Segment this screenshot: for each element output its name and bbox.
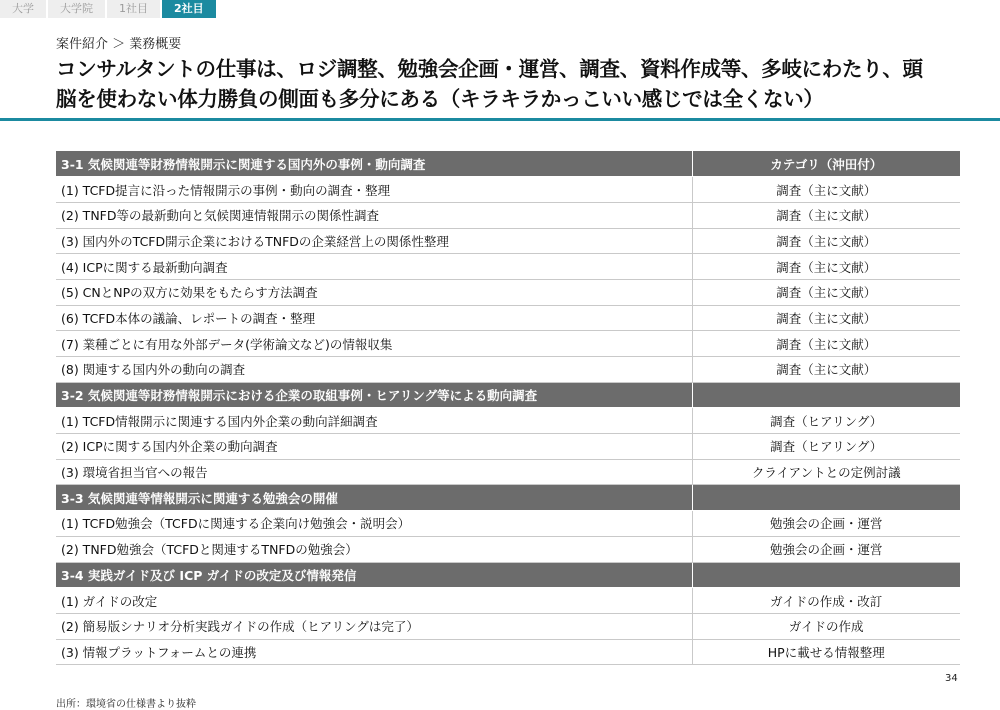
task-cell: (7) 業種ごとに有用な外部データ(学術論文など)の情報収集 [56, 331, 692, 357]
table-row [56, 228, 960, 254]
category-cell: ガイドの作成 [692, 613, 960, 639]
task-cell: (8) 関連する国内外の動向の調査 [56, 357, 692, 383]
section-header-row [56, 485, 960, 511]
page-number: 34 [945, 673, 958, 684]
table-row [56, 177, 960, 203]
table-row [56, 202, 960, 228]
breadcrumb: 案件紹介 ＞ 業務概要 [56, 37, 182, 52]
task-cell: (3) 環境省担当官への報告 [56, 459, 692, 485]
tab-university[interactable]: 大学 [0, 0, 46, 18]
category-header [692, 485, 960, 511]
task-cell: (1) TCFD情報開示に関連する国内外企業の動向詳細調査 [56, 408, 692, 434]
page-title-line-1: コンサルタントの仕事は、ロジ調整、勉強会企画・運営、調査、資料作成等、多岐にわたり、頭 [56, 57, 923, 81]
section-header-row [56, 382, 960, 408]
table-row [56, 331, 960, 357]
table-row [56, 279, 960, 305]
category-cell: ガイドの作成・改訂 [692, 588, 960, 614]
task-cell: (6) TCFD本体の議論、レポートの調査・整理 [56, 305, 692, 331]
task-cell: (3) 情報プラットフォームとの連携 [56, 639, 692, 665]
category-cell: 調査（ヒアリング） [692, 408, 960, 434]
section-title: 3-1 気候関連等財務情報開示に関連する国内外の事例・動向調査 [56, 151, 692, 177]
table-row [56, 254, 960, 280]
section-header-row [56, 562, 960, 588]
task-cell: (5) CNとNPの双方に効果をもたらす方法調査 [56, 279, 692, 305]
table-row [56, 511, 960, 537]
table-row [56, 639, 960, 665]
table-row [56, 434, 960, 460]
category-cell: 調査（主に文献） [692, 202, 960, 228]
category-cell: 調査（主に文献） [692, 228, 960, 254]
task-cell: (2) TNFD等の最新動向と気候関連情報開示の関係性調査 [56, 202, 692, 228]
category-header: カテゴリ（沖田付） [692, 151, 960, 177]
category-cell: 調査（ヒアリング） [692, 434, 960, 460]
title-divider [0, 118, 1000, 121]
category-cell: クライアントとの定例討議 [692, 459, 960, 485]
section-title: 3-2 気候関連等財務情報開示における企業の取組事例・ヒアリング等による動向調査 [56, 382, 692, 408]
table-row [56, 613, 960, 639]
category-cell: 調査（主に文献） [692, 254, 960, 280]
task-cell: (4) ICPに関する最新動向調査 [56, 254, 692, 280]
page-title-line-2: 脳を使わない体力勝負の側面も多分にある（キラキラかっこいい感じでは全くない） [56, 87, 824, 111]
section-tabs [0, 0, 218, 18]
page-title [56, 54, 976, 114]
section-header-row [56, 151, 960, 177]
category-cell: 調査（主に文献） [692, 357, 960, 383]
tab-second-company[interactable]: 2社目 [162, 0, 216, 18]
table-row [56, 408, 960, 434]
table-row [56, 459, 960, 485]
section-title: 3-3 気候関連等情報開示に関連する勉強会の開催 [56, 485, 692, 511]
task-cell: (2) TNFD勉強会（TCFDと関連するTNFDの勉強会） [56, 536, 692, 562]
task-table-body [56, 151, 960, 665]
tab-graduate-school[interactable]: 大学院 [48, 0, 105, 18]
task-cell: (2) 簡易版シナリオ分析実践ガイドの作成（ヒアリングは完了） [56, 613, 692, 639]
task-cell: (1) TCFD提言に沿った情報開示の事例・動向の調査・整理 [56, 177, 692, 203]
table-row [56, 536, 960, 562]
category-cell: 調査（主に文献） [692, 305, 960, 331]
tab-first-company[interactable]: 1社目 [107, 0, 160, 18]
task-cell: (3) 国内外のTCFD開示企業におけるTNFDの企業経営上の関係性整理 [56, 228, 692, 254]
table-row [56, 357, 960, 383]
category-cell: HPに載せる情報整理 [692, 639, 960, 665]
task-cell: (1) ガイドの改定 [56, 588, 692, 614]
category-header [692, 562, 960, 588]
category-cell: 調査（主に文献） [692, 279, 960, 305]
section-title: 3-4 実践ガイド及び ICP ガイドの改定及び情報発信 [56, 562, 692, 588]
task-cell: (2) ICPに関する国内外企業の動向調査 [56, 434, 692, 460]
category-cell: 調査（主に文献） [692, 177, 960, 203]
category-header [692, 382, 960, 408]
table-row [56, 305, 960, 331]
task-cell: (1) TCFD勉強会（TCFDに関連する企業向け勉強会・説明会） [56, 511, 692, 537]
category-cell: 勉強会の企画・運営 [692, 536, 960, 562]
source-note: 出所：環境省の仕様書より抜粋 [56, 699, 196, 710]
table-row [56, 588, 960, 614]
category-cell: 勉強会の企画・運営 [692, 511, 960, 537]
category-cell: 調査（主に文献） [692, 331, 960, 357]
task-table [56, 151, 960, 665]
